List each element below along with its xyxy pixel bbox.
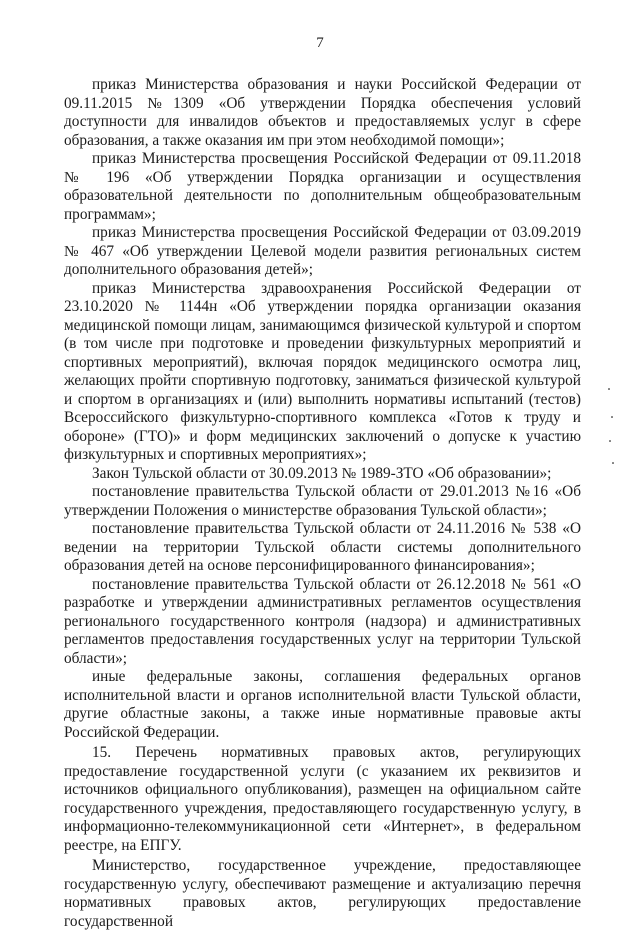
paragraph-order-467: приказ Министерства просвещения Российской Федерации от 03.09.2019 № 467 «Об утверждении Целевой модели развития региональных систем дополнительного образования детей»; — [64, 224, 581, 278]
scan-speck — [609, 440, 611, 442]
paragraph-order-1144n: приказ Министерства здравоохранения Российской Федерации от 23.10.2020 № 1144н «Об утверждении порядка организации оказания медицинской помощи лицам, занимающимся физической культурой и спортом (в том числе при подготовке и проведении физкультурных мероприятий и спортивных мероприятий), включая порядок медицинского осмотра лиц, желающих пройти спортивную подготовку, заниматься физической культурой и спортом в организациях и (или) выполнить нормативы испытаний (тестов) Всероссийского физкультурно-спортивного комплекса «Готов к труду и обороне» (ГТО)» и форм медицинских заключений о допуске к участию физкультурных и спортивных мероприятиях»; — [64, 279, 581, 463]
page-number: 7 — [316, 35, 324, 51]
page-body — [64, 76, 581, 931]
paragraph-resolution-561: постановление правительства Тульской области от 26.12.2018 № 561 «О разработке и утверждении административных регламентов осуществления регионального государственного контроля (надзора) и административных регламентов предоставления государственных услуг на территории Тульской области»; — [64, 575, 581, 667]
scan-speck — [612, 462, 614, 464]
scan-margin-specks — [606, 388, 618, 468]
scan-speck — [611, 416, 613, 418]
paragraph-other-acts: иные федеральные законы, соглашения федеральных органов исполнительной власти и органов исполнительной власти Тульской области, другие областные законы, а также иные нормативные правовые акты Российской Федерации. — [64, 668, 581, 741]
paragraph-order-1309: приказ Министерства образования и науки Российской Федерации от 09.11.2015 №1309 «Об утверждении Порядка обеспечения условий доступности для инвалидов объектов и предоставляемых услуг в сфере образования, а также оказания им при этом необходимой помощи»; — [64, 76, 581, 149]
paragraph-resolution-16: постановление правительства Тульской области от 29.01.2013 №16 «Об утверждении Положения о министерстве образования Тульской области»; — [64, 483, 581, 519]
paragraph-item-15: 15. Перечень нормативных правовых актов, регулирующих предоставление государственной услуги (с указанием их реквизитов и источников официального опубликования), размещен на официальном сайте государственного учреждения, предоставляющего государственную услугу, в информационно-телекоммуникационной сети «Интернет», в федеральном реестре, на ЕПГУ. — [64, 744, 581, 854]
scan-speck — [608, 388, 610, 390]
paragraph-order-196: приказ Министерства просвещения Российской Федерации от 09.11.2018 № 196 «Об утверждении Порядка организации и осуществления образовательной деятельности по дополнительным общеобразовательным программам»; — [64, 150, 581, 223]
paragraph-law-1989: Закон Тульской области от 30.09.2013 № 1989-ЗТО «Об образовании»; — [92, 464, 552, 482]
paragraph-ministry-duties: Министерство, государственное учреждение, предоставляющее государственную услугу, обеспечивают размещение и актуализацию перечня нормативных правовых актов, регулирующих предоставление государственной — [64, 857, 581, 930]
paragraph-resolution-538: постановление правительства Тульской области от 24.11.2016 № 538 «О ведении на территории Тульской области системы дополнительного образования детей на основе персонифицированного финансирования»; — [64, 520, 581, 574]
